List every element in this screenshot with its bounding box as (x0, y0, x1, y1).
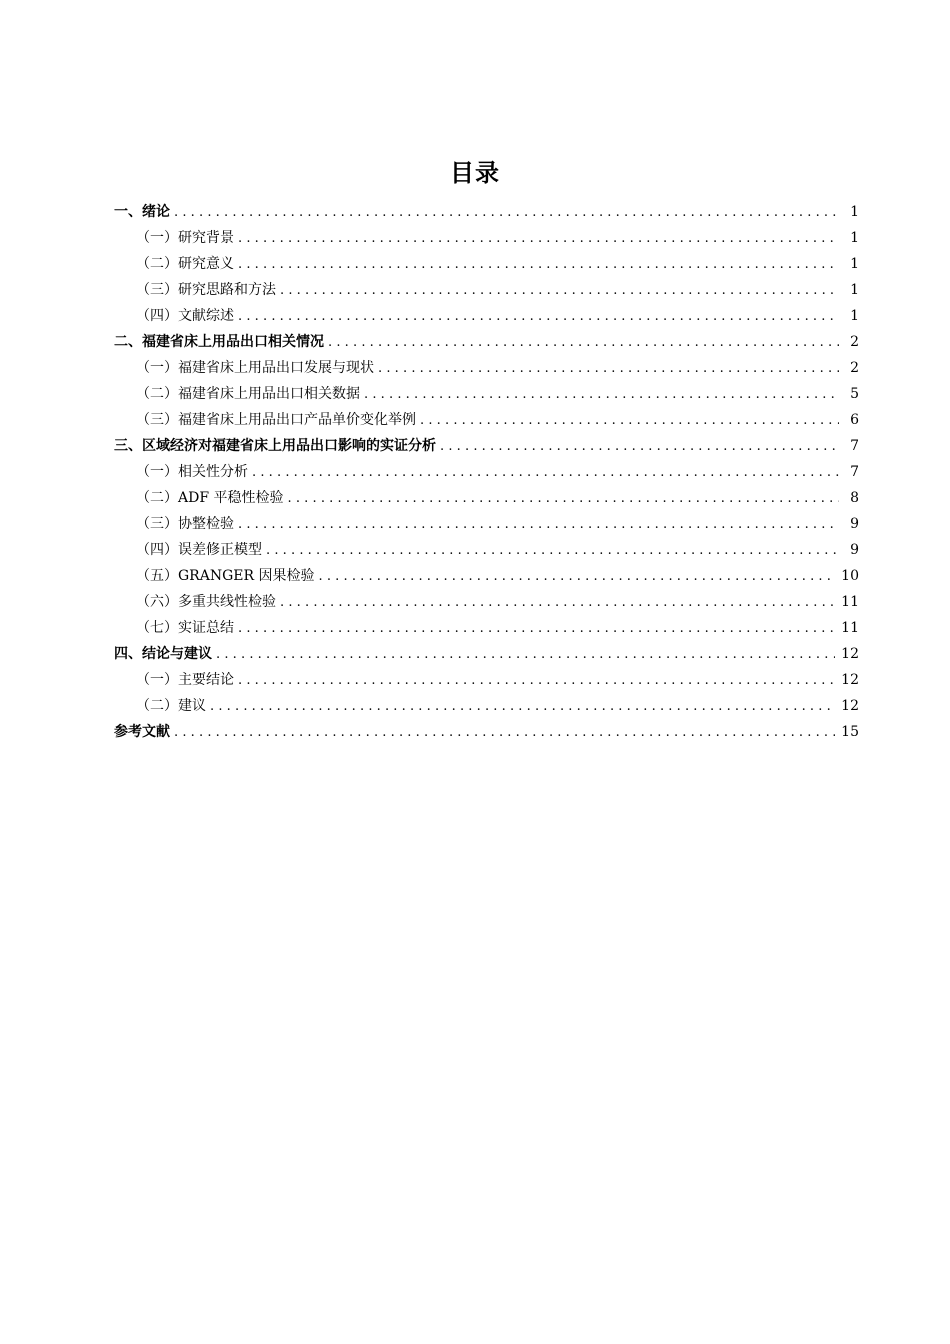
toc-entry-label: （三）协整检验 (136, 516, 234, 532)
table-of-contents (114, 199, 859, 745)
toc-page-number: 6 (850, 412, 859, 428)
toc-page-number: 12 (841, 672, 859, 688)
toc-dot-leader (174, 720, 835, 746)
toc-entry-label: （一）相关性分析 (136, 464, 248, 480)
toc-page-number: 1 (850, 230, 859, 246)
toc-dot-leader (238, 304, 839, 330)
toc-page-number: 11 (841, 594, 859, 610)
toc-entry-label: （二）ADF 平稳性检验 (136, 490, 284, 506)
toc-dot-leader (174, 200, 839, 226)
toc-entry-label: （二）研究意义 (136, 256, 234, 272)
toc-dot-leader (210, 694, 835, 720)
toc-page-number: 9 (850, 542, 859, 558)
toc-page-number: 5 (850, 386, 859, 402)
toc-chapter-entry[interactable] (114, 719, 859, 745)
toc-section-entry[interactable] (114, 693, 859, 719)
toc-page-number: 15 (841, 724, 859, 740)
toc-dot-leader (318, 564, 835, 590)
toc-entry-label: （二）建议 (136, 698, 206, 714)
toc-entry-label: （六）多重共线性检验 (136, 594, 276, 610)
toc-entry-label: 三、区域经济对福建省床上用品出口影响的实证分析 (114, 438, 436, 454)
toc-dot-leader (266, 538, 839, 564)
toc-entry-label: （三）福建省床上用品出口产品单价变化举例 (136, 412, 416, 428)
toc-section-entry[interactable] (114, 511, 859, 537)
toc-section-entry[interactable] (114, 407, 859, 433)
toc-section-entry[interactable] (114, 667, 859, 693)
toc-section-entry[interactable] (114, 251, 859, 277)
toc-section-entry[interactable] (114, 589, 859, 615)
toc-entry-label: （三）研究思路和方法 (136, 282, 276, 298)
toc-entry-label: （一）主要结论 (136, 672, 234, 688)
toc-section-entry[interactable] (114, 277, 859, 303)
toc-page-number: 1 (850, 308, 859, 324)
page-title: 目录 (450, 159, 500, 187)
toc-chapter-entry[interactable] (114, 199, 859, 225)
toc-dot-leader (238, 616, 835, 642)
toc-section-entry[interactable] (114, 615, 859, 641)
toc-section-entry[interactable] (114, 303, 859, 329)
toc-dot-leader (328, 330, 839, 356)
toc-section-entry[interactable] (114, 225, 859, 251)
toc-page-number: 7 (850, 438, 859, 454)
toc-page-number: 12 (841, 698, 859, 714)
toc-chapter-entry[interactable] (114, 433, 859, 459)
toc-entry-label: （一）研究背景 (136, 230, 234, 246)
toc-page-number: 2 (850, 360, 859, 376)
toc-entry-label: （五）GRANGER 因果检验 (136, 568, 315, 584)
toc-page-number: 9 (850, 516, 859, 532)
toc-entry-label: 二、福建省床上用品出口相关情况 (114, 334, 324, 350)
toc-section-entry[interactable] (114, 381, 859, 407)
toc-page-number: 8 (850, 490, 859, 506)
toc-dot-leader (378, 356, 839, 382)
toc-entry-label: （一）福建省床上用品出口发展与现状 (136, 360, 374, 376)
toc-dot-leader (288, 486, 840, 512)
toc-page-number: 1 (850, 204, 859, 220)
toc-dot-leader (238, 512, 839, 538)
toc-dot-leader (280, 590, 835, 616)
toc-section-entry[interactable] (114, 537, 859, 563)
toc-section-entry[interactable] (114, 459, 859, 485)
toc-dot-leader (216, 642, 835, 668)
toc-page-number: 2 (850, 334, 859, 350)
toc-entry-label: （四）误差修正模型 (136, 542, 262, 558)
toc-chapter-entry[interactable] (114, 641, 859, 667)
toc-entry-label: （二）福建省床上用品出口相关数据 (136, 386, 360, 402)
toc-page-number: 11 (841, 620, 859, 636)
toc-section-entry[interactable] (114, 355, 859, 381)
toc-entry-label: （四）文献综述 (136, 308, 234, 324)
toc-dot-leader (280, 278, 839, 304)
toc-entry-label: （七）实证总结 (136, 620, 234, 636)
toc-page-number: 12 (841, 646, 859, 662)
toc-dot-leader (238, 252, 839, 278)
toc-page-number: 10 (841, 568, 859, 584)
toc-entry-label: 一、绪论 (114, 204, 170, 220)
toc-dot-leader (364, 382, 839, 408)
toc-chapter-entry[interactable] (114, 329, 859, 355)
toc-dot-leader (238, 226, 839, 252)
toc-section-entry[interactable] (114, 485, 859, 511)
toc-dot-leader (252, 460, 839, 486)
toc-entry-label: 参考文献 (114, 724, 170, 740)
toc-section-entry[interactable] (114, 563, 859, 589)
toc-dot-leader (420, 408, 839, 434)
toc-entry-label: 四、结论与建议 (114, 646, 212, 662)
toc-dot-leader (440, 434, 839, 460)
toc-dot-leader (238, 668, 835, 694)
toc-page-number: 1 (850, 282, 859, 298)
toc-page-number: 1 (850, 256, 859, 272)
toc-page-number: 7 (850, 464, 859, 480)
